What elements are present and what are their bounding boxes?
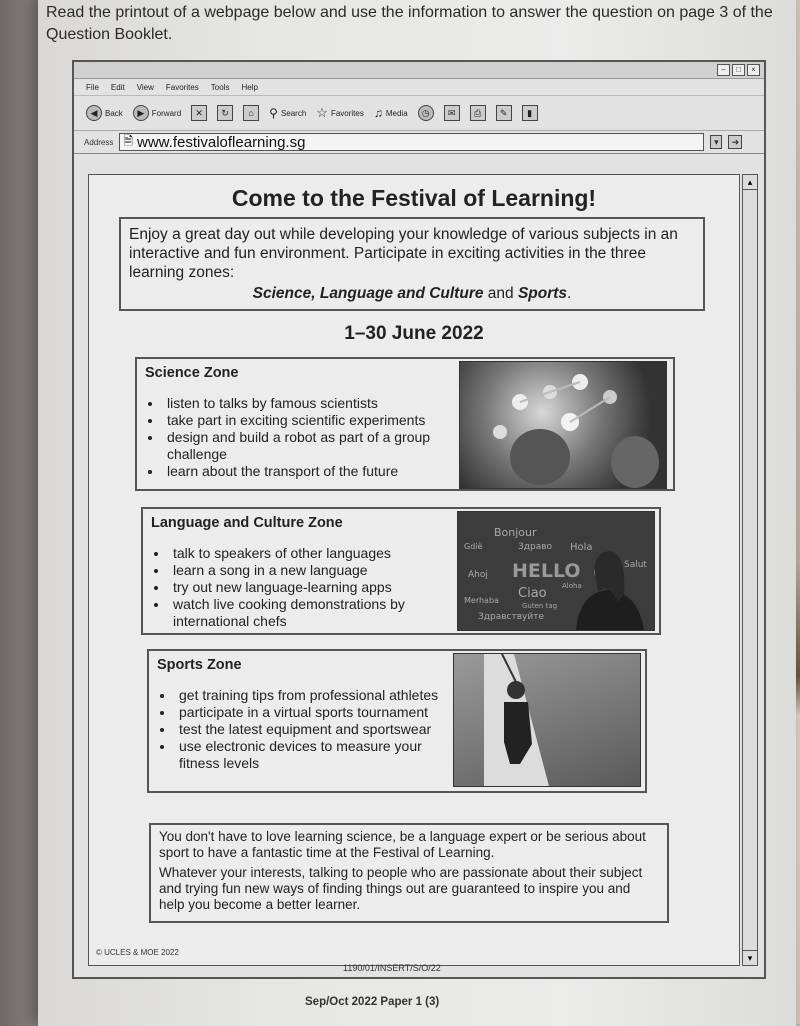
list-item: • watch live cooking demonstrations by international chefs [169,596,459,630]
maximize-icon[interactable]: □ [732,64,745,76]
greeting-word: Gdiè [464,542,483,551]
list-item: • use electronic devices to measure your fitness levels [175,738,465,772]
media-icon: ♫ [373,106,383,120]
zones-first: Science, Language and Culture [252,285,484,302]
list-item: • take part in exciting scientific experiments [163,412,463,429]
list-item: • listen to talks by famous scientists [163,395,463,412]
science-zone-title: Science Zone [145,365,239,381]
list-item: • test the latest equipment and sportswear [175,721,465,738]
language-list [151,545,459,630]
close-icon[interactable]: × [747,64,760,76]
list-item: • get training tips from professional athletes [175,687,465,704]
menu-file[interactable]: File [86,82,99,92]
scrollbar[interactable] [742,174,758,966]
greeting-word: Merhaba [464,596,499,605]
science-zone [135,357,675,491]
list-item: • learn a song in a new language [169,562,459,579]
webpage-content [88,174,740,966]
page-title: Come to the Festival of Learning! [231,185,597,211]
toolbar [74,96,764,131]
science-list [145,395,463,480]
zones-and: and [483,285,518,302]
search-button[interactable] [269,106,306,120]
session-label: Sep/Oct 2022 Paper 1 (3) [305,996,440,1008]
dropdown-icon[interactable]: ▾ [710,135,722,149]
instructions: Read the printout of a webpage below and use the information to answer the question on page 3 of the Question Booklet. [46,4,773,43]
media-label: Media [385,108,408,118]
menu-view[interactable]: View [136,82,154,92]
sports-zone [147,649,647,793]
intro-box [119,217,705,311]
language-zone-title: Language and Culture Zone [151,515,343,531]
greeting-word: HELLO [512,560,581,582]
edit-icon[interactable]: ✎ [496,105,512,121]
greeting-word: Guten tag [522,602,558,610]
star-icon: ☆ [316,105,328,120]
back-button[interactable] [86,105,123,121]
list-item: • learn about the transport of the future [163,463,463,480]
go-icon[interactable]: ➜ [728,135,742,149]
favorites-label: Favorites [330,108,364,118]
science-photo [459,361,667,489]
greeting-word: Hola [570,542,593,553]
print-icon[interactable]: ⎙ [470,105,486,121]
menu-help[interactable]: Help [241,82,258,92]
list-item: • participate in a virtual sports tournament [175,704,465,721]
refresh-icon[interactable]: ↻ [217,105,233,121]
address-bar [74,131,764,154]
back-arrow-icon: ◀ [86,105,102,121]
home-icon[interactable]: ⌂ [243,105,259,121]
greeting-word: Здраво [518,542,553,552]
title-bar [74,62,764,79]
scroll-up-icon[interactable]: ▴ [743,175,757,190]
intro-text: Enjoy a great day out while developing your knowledge of various subjects in an interactive and fun environment. Participate in exciting activities in the three learning zones: [129,226,678,281]
greeting-word: Salut [624,560,647,570]
closing-box [149,823,669,923]
search-label: Search [280,108,307,118]
list-item: • design and build a robot as part of a group challenge [163,429,463,463]
address-label: Address [84,137,114,147]
back-label: Back [105,108,123,118]
menu-edit[interactable]: Edit [110,82,125,92]
copyright: © UCLES & MOE 2022 [96,948,179,957]
sports-zone-title: Sports Zone [157,657,242,673]
list-item: • talk to speakers of other languages [169,545,459,562]
language-zone [141,507,661,635]
history-icon[interactable]: ◷ [418,105,434,121]
greeting-word: Ciao [518,586,547,601]
zones-last: Sports [517,285,568,302]
mail-icon[interactable]: ✉ [444,105,460,121]
language-photo [457,511,655,631]
greeting-word: Aloha [562,582,582,590]
greeting-word: Ahoj [468,570,488,580]
browser-window [72,60,766,979]
forward-arrow-icon: ▶ [133,105,149,121]
zones-end: . [567,285,572,302]
media-button[interactable] [374,106,408,120]
favorites-button[interactable] [316,105,364,121]
forward-label: Forward [151,108,182,118]
list-item: • try out new language-learning apps [169,579,459,596]
paper-code: 1190/01/INSERT/S/O/22 [343,963,441,973]
discuss-icon[interactable]: ▮ [522,105,538,121]
closing-paragraph-1: You don't have to love learning science, be a language expert or be serious about sport to have a fantastic time at the Festival of Learning. [159,829,646,860]
menu-bar [74,79,764,96]
address-input[interactable] [119,133,704,151]
sports-list [157,687,465,772]
forward-button[interactable] [133,105,181,121]
page-icon: 🗎 [123,133,134,148]
url-text: www.festivaloflearning.sg [137,133,306,151]
festival-dates: 1–30 June 2022 [344,323,484,344]
scroll-down-icon[interactable]: ▾ [743,950,757,965]
closing-paragraph-2: Whatever your interests, talking to people who are passionate about their subject and trying fun new ways of finding things out are guaranteed to inspire you and help you become a better learner. [159,865,643,912]
minimize-icon[interactable]: – [717,64,730,76]
greeting-word: Здравствуйте [478,612,544,622]
greeting-word: Bonjour [494,526,537,539]
zones-line [129,284,695,303]
menu-tools[interactable]: Tools [210,82,230,92]
search-icon: ⚲ [269,106,278,120]
sports-photo [453,653,641,787]
menu-favorites[interactable]: Favorites [165,82,199,92]
stop-icon[interactable]: ✕ [191,105,207,121]
